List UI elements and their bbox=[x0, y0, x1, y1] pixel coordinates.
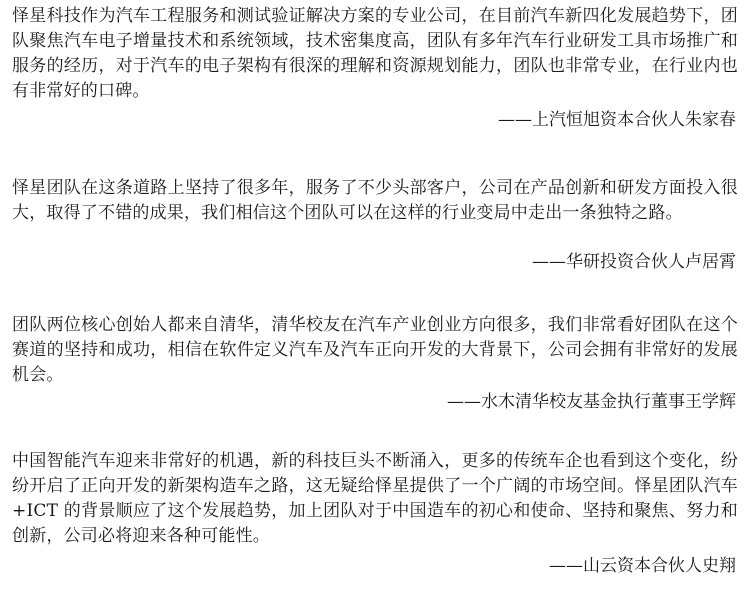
quote-author: ——上汽恒旭资本合伙人朱家春 bbox=[498, 110, 736, 130]
quote-text: 怿星团队在这条道路上坚持了很多年，服务了不少头部客户，公司在产品创新和研发方面投入很大，取得了不错的成果，我们相信这个团队可以在这样的行业变局中走出一条独特之路。 bbox=[12, 178, 738, 223]
quote-author: ——水木清华校友基金执行董事王学辉 bbox=[447, 392, 736, 412]
quote-author: ——华研投资合伙人卢居霄 bbox=[532, 252, 736, 272]
quote-text: 怿星科技作为汽车工程服务和测试验证解决方案的专业公司，在目前汽车新四化发展趋势下，团队聚焦汽车电子增量技术和系统领域，技术密集度高，团队有多年汽车行业研发工具市场推广和服务的经历，对于汽车的电子架构有很深的理解和资源规划能力，团队也非常专业，在行业内也有非常好的口碑。 bbox=[12, 6, 738, 101]
quote-block bbox=[12, 4, 738, 133]
quote-text: 中国智能汽车迎来非常好的机遇，新的科技巨头不断涌入，更多的传统车企也看到这个变化，纷纷开启了正向开发的新架构造车之路，这无疑给怿星提供了一个广阔的市场空间。怿星团队汽车+ICT 的背景顺应了这个发展趋势，加上团队对于中国造车的初心和使命、坚持和聚焦、努力和创新，公司必将迎来各种可能性。 bbox=[12, 451, 738, 546]
quote-block bbox=[12, 176, 738, 275]
quote-author: ——山云资本合伙人史翔 bbox=[549, 556, 736, 576]
quote-text: 团队两位核心创始人都来自清华，清华校友在汽车产业创业方向很多，我们非常看好团队在这个赛道的坚持和成功，相信在软件定义汽车及汽车正向开发的大背景下，公司会拥有非常好的发展机会。 bbox=[12, 315, 738, 385]
quote-block bbox=[12, 449, 738, 579]
quote-block bbox=[12, 313, 738, 415]
